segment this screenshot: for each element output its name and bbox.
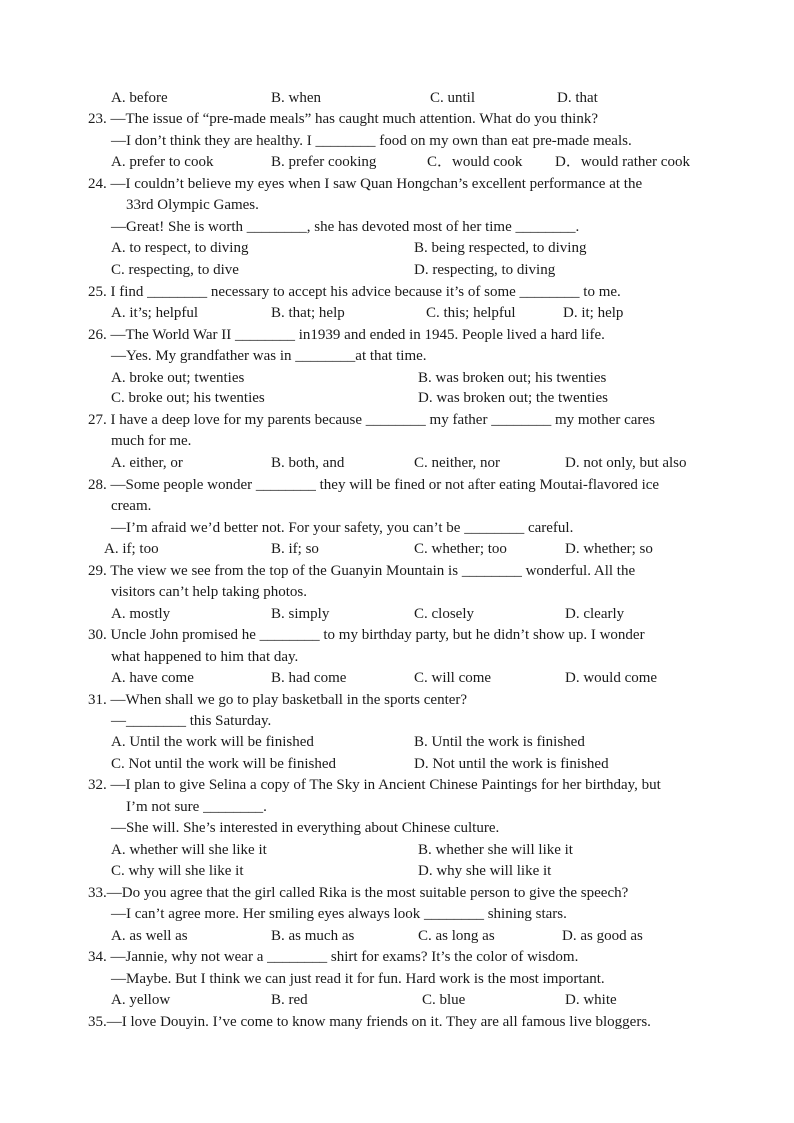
q28-option-d: D. whether; so	[565, 541, 653, 557]
q24-stem: 24. —I couldn’t believe my eyes when I saw Quan Hongchan’s excellent performance at the	[88, 176, 643, 192]
q29-stem-continued: visitors can’t help taking photos.	[111, 584, 307, 600]
q30-option-a: A. have come	[111, 670, 194, 686]
q29-option-a: A. mostly	[111, 606, 171, 622]
q34-stem: 34. —Jannie, why not wear a ________ shirt for exams? It’s the color of wisdom.	[88, 949, 579, 965]
q32-option-b: B. whether she will like it	[418, 842, 573, 858]
q33-dialogue: —I can’t agree more. Her smiling eyes always look ________ shining stars.	[111, 906, 567, 922]
q31-option-d: D. Not until the work is finished	[414, 756, 609, 772]
q27-stem-continued: much for me.	[111, 433, 192, 449]
q31-stem: 31. —When shall we go to play basketball in the sports center?	[88, 692, 468, 708]
q23-option-a: A. prefer to cook	[111, 154, 214, 170]
q33-option-b: B. as much as	[271, 928, 355, 944]
q26-option-b: B. was broken out; his twenties	[418, 370, 607, 386]
q24-option-a: A. to respect, to diving	[111, 240, 249, 256]
q31-option-c: C. Not until the work will be finished	[111, 756, 336, 772]
q26-option-c: C. broke out; his twenties	[111, 390, 265, 406]
q24-option-d: D. respecting, to diving	[414, 262, 556, 278]
q31-option-a: A. Until the work will be finished	[111, 734, 314, 750]
q28-dialogue: —I’m afraid we’d better not. For your safety, you can’t be ________ careful.	[111, 520, 574, 536]
q29-option-d: D. clearly	[565, 606, 625, 622]
q33-option-c: C. as long as	[418, 928, 495, 944]
q22-option-d: D. that	[557, 90, 598, 106]
q23-option-d: D．would rather cook	[555, 154, 690, 170]
q32-stem: 32. —I plan to give Selina a copy of The Sky in Ancient Chinese Paintings for her birthday, but	[88, 777, 661, 793]
q23-stem: 23. —The issue of “pre-made meals” has caught much attention. What do you think?	[88, 111, 598, 127]
q29-option-b: B. simply	[271, 606, 330, 622]
q24-option-c: C. respecting, to dive	[111, 262, 239, 278]
q25-option-a: A. it’s; helpful	[111, 305, 199, 321]
q33-option-a: A. as well as	[111, 928, 188, 944]
q23-dialogue: —I don’t think they are healthy. I ________ food on my own than eat pre-made meals.	[111, 133, 632, 149]
q32-option-c: C. why will she like it	[111, 863, 244, 879]
q23-option-c: C．would cook	[427, 154, 523, 170]
q23-option-b: B. prefer cooking	[271, 154, 377, 170]
q30-option-b: B. had come	[271, 670, 347, 686]
q35-stem: 35.—I love Douyin. I’ve come to know many friends on it. They are all famous live bloggers.	[88, 1014, 651, 1030]
q31-option-b: B. Until the work is finished	[414, 734, 585, 750]
q26-dialogue: —Yes. My grandfather was in ________at that time.	[111, 348, 427, 364]
q32-stem-continued: I’m not sure ________.	[126, 799, 267, 815]
q28-option-a: A. if; too	[104, 541, 159, 557]
q24-option-b: B. being respected, to diving	[414, 240, 587, 256]
q30-stem: 30. Uncle John promised he ________ to my birthday party, but he didn’t show up. I wonder	[88, 627, 645, 643]
q25-option-b: B. that; help	[271, 305, 345, 321]
q32-dialogue: —She will. She’s interested in everything about Chinese culture.	[111, 820, 500, 836]
q22-option-a: A. before	[111, 90, 168, 106]
q22-option-c: C. until	[430, 90, 476, 106]
q34-option-b: B. red	[271, 992, 308, 1008]
q27-option-b: B. both, and	[271, 455, 345, 471]
q32-option-a: A. whether will she like it	[111, 842, 267, 858]
q30-option-d: D. would come	[565, 670, 658, 686]
q34-option-d: D. white	[565, 992, 617, 1008]
q30-option-c: C. will come	[414, 670, 492, 686]
q25-option-d: D. it; help	[563, 305, 624, 321]
q22-option-b: B. when	[271, 90, 321, 106]
q27-option-a: A. either, or	[111, 455, 183, 471]
q28-option-c: C. whether; too	[414, 541, 507, 557]
q29-option-c: C. closely	[414, 606, 474, 622]
q33-option-d: D. as good as	[562, 928, 643, 944]
q28-option-b: B. if; so	[271, 541, 319, 557]
q25-stem: 25. I find ________ necessary to accept his advice because it’s of some ________ to me.	[88, 284, 621, 300]
q30-stem-continued: what happened to him that day.	[111, 649, 299, 665]
q27-option-d: D. not only, but also	[565, 455, 687, 471]
q24-dialogue: —Great! She is worth ________, she has devoted most of her time ________.	[111, 219, 580, 235]
q32-option-d: D. why she will like it	[418, 863, 552, 879]
q34-option-c: C. blue	[422, 992, 466, 1008]
q33-stem: 33.—Do you agree that the girl called Rika is the most suitable person to give the speech?	[88, 885, 629, 901]
q34-option-a: A. yellow	[111, 992, 171, 1008]
q28-stem-continued: cream.	[111, 498, 152, 514]
q27-stem: 27. I have a deep love for my parents because ________ my father ________ my mother cares	[88, 412, 655, 428]
q31-dialogue: —________ this Saturday.	[111, 713, 272, 729]
q26-option-d: D. was broken out; the twenties	[418, 390, 608, 406]
q25-option-c: C. this; helpful	[426, 305, 516, 321]
q29-stem: 29. The view we see from the top of the Guanyin Mountain is ________ wonderful. All the	[88, 563, 636, 579]
q26-stem: 26. —The World War II ________ in1939 and ended in 1945. People lived a hard life.	[88, 327, 605, 343]
q28-stem: 28. —Some people wonder ________ they will be fined or not after eating Moutai-flavored ice	[88, 477, 660, 493]
q24-stem-continued: 33rd Olympic Games.	[126, 197, 259, 213]
q26-option-a: A. broke out; twenties	[111, 370, 245, 386]
q34-dialogue: —Maybe. But I think we can just read it for fun. Hard work is the most important.	[111, 971, 605, 987]
q27-option-c: C. neither, nor	[414, 455, 501, 471]
